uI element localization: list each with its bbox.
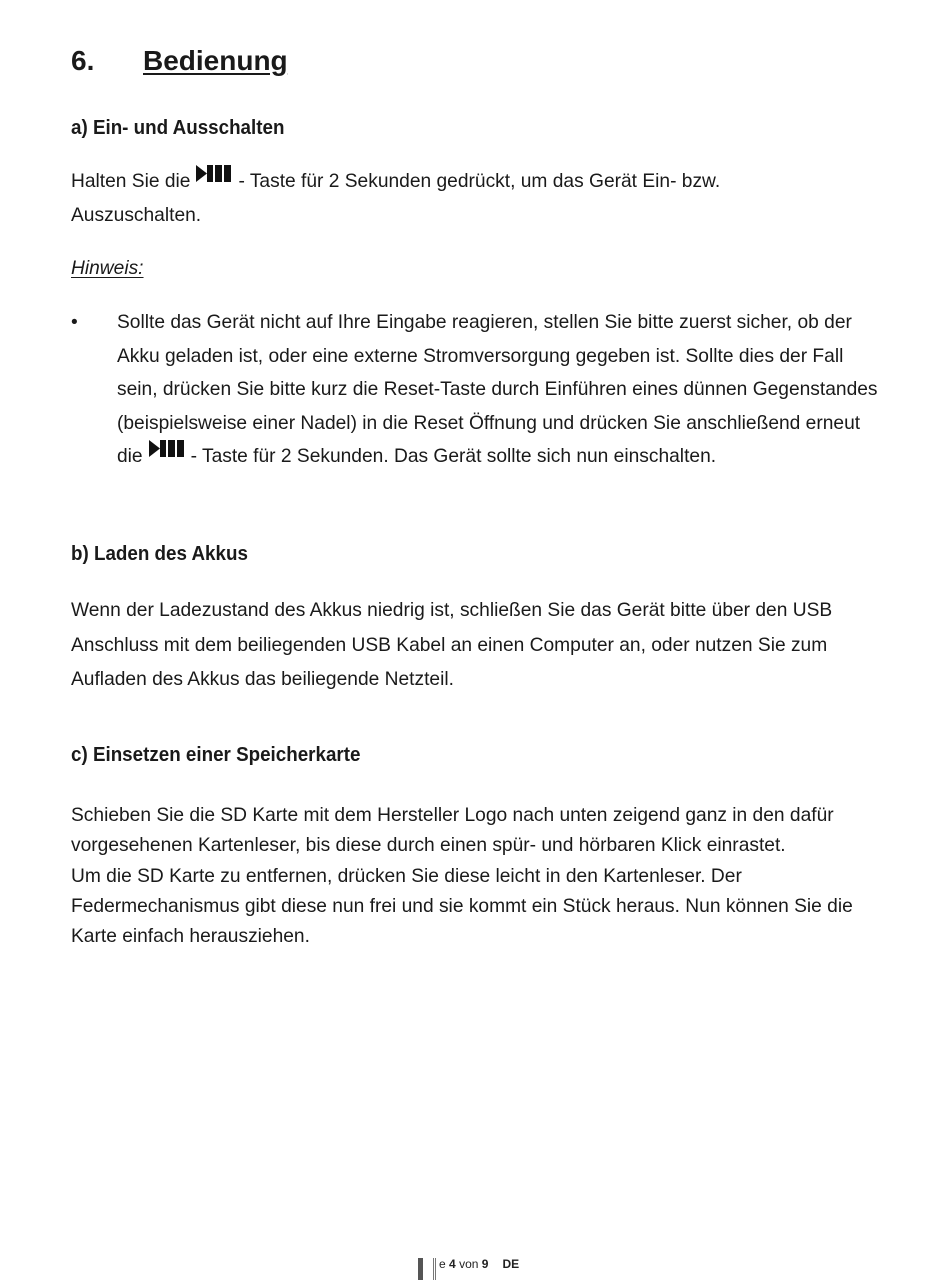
- note-label: Hinweis:: [71, 258, 144, 279]
- page-footer: [418, 1256, 519, 1280]
- bullet-text-part1: Sollte das Gerät nicht auf Ihre Eingabe reagieren, stellen Sie bitte zuerst sicher, ob der Akku geladen ist, oder eine externe Stromversorgung gegeben ist. Sollte dies der Fall sein, drücken Sie bitte kurz die Reset-Taste durch Einführen eines dünnen Gegenstandes (beispielsweise einer Nadel) in die Reset Öffnung und drücken Sie anschließend erneut die: [117, 312, 878, 467]
- play-pause-icon: [194, 169, 234, 189]
- footer-language: DE: [502, 1257, 520, 1271]
- footer-divider: [433, 1258, 436, 1280]
- paragraph-c: [71, 801, 881, 952]
- footer-bar: [418, 1258, 423, 1280]
- subheading-c: c) Einsetzen einer Speicherkarte: [71, 744, 361, 766]
- bullet-text: [117, 306, 881, 474]
- bullet-dot: •: [71, 312, 78, 333]
- paragraph-b: Wenn der Ladezustand des Akkus niedrig ist, schließen Sie das Gerät bitte über den USB Anschluss mit dem beiliegenden USB Kabel an einen Computer an, oder nutzen Sie zum Aufladen des Akkus das beiliegende Netzteil.: [71, 600, 833, 691]
- paragraph-a-end: - Taste für 2 Sekunden gedrückt, um das Gerät Ein- bzw.: [238, 171, 721, 192]
- section-heading: [71, 44, 288, 78]
- footer-prefix: e: [439, 1257, 446, 1271]
- footer-page-total: 9: [481, 1257, 489, 1271]
- footer-page-number: 4: [449, 1257, 456, 1271]
- paragraph-c-1: Schieben Sie die SD Karte mit dem Hersteller Logo nach unten zeigend ganz in den dafür vorgesehenen Kartenleser, bis diese durch einen spür- und hörbaren Klick einrastet.: [71, 805, 834, 857]
- footer-of: von: [459, 1257, 479, 1271]
- paragraph-c-2: Um die SD Karte zu entfernen, drücken Sie diese leicht in den Kartenleser. Der Federmechanismus gibt diese nun frei und sie kommt ein Stück heraus. Nun können Sie die Karte einfach herausziehen.: [71, 865, 853, 948]
- bullet-text-part2: - Taste für 2 Sekunden. Das Gerät sollte sich nun einschalten.: [190, 446, 717, 467]
- section-title: Bedienung: [143, 45, 288, 76]
- paragraph-a: [71, 165, 881, 232]
- subheading-a: a) Ein- und Ausschalten: [71, 117, 285, 139]
- paragraph-a-line2: Auszuschalten.: [71, 204, 202, 226]
- paragraph-a-start: Halten Sie die: [71, 171, 191, 192]
- section-number: 6.: [71, 45, 95, 76]
- play-pause-icon: [147, 444, 187, 464]
- subheading-b: b) Laden des Akkus: [71, 543, 248, 565]
